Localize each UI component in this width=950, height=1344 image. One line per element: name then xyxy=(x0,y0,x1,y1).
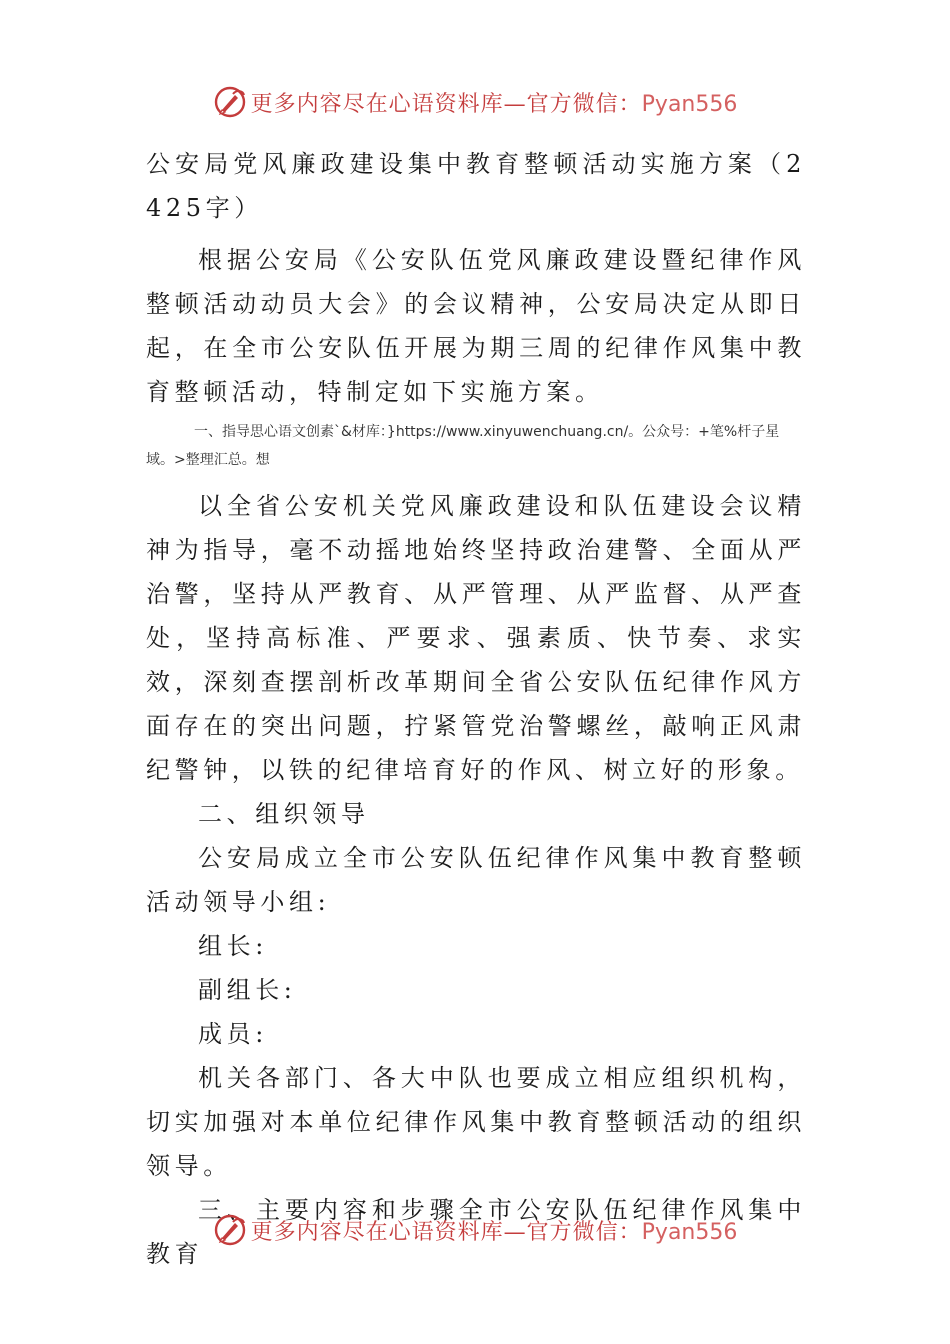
section2-heading: 二、组织领导 xyxy=(198,800,370,828)
document-body xyxy=(146,142,806,1276)
watermark-text: 更多内容尽在心语资料库—官方微信：Pyan556 xyxy=(250,1219,738,1245)
section2-paragraph: 公安局成立全市公安队伍纪律作风集中教育整顿活动领导小组: xyxy=(146,844,806,916)
deputy-leader-line: 副组长: xyxy=(198,976,297,1004)
wechat-id: Pyan556 xyxy=(641,91,738,117)
watermark-banner-bottom xyxy=(0,1210,950,1250)
watermark-banner-top xyxy=(0,82,950,122)
wechat-id: Pyan556 xyxy=(641,1219,738,1245)
section3-heading: 三、主要内容和步骤全市公安队伍纪律作风集中教育 xyxy=(146,1196,806,1268)
section1-paragraph: 以全省公安机关党风廉政建设和队伍建设会议精神为指导，毫不动摇地始终坚持政治建警、全面从严治警，坚持从严教育、从严管理、从严监督、从严查处，坚持高标准、严要求、强素质、快节奏、求实效，深刻查摆剖析改革期间全省公安队伍纪律作风方面存在的突出问题，拧紧管党治警螺丝，敲响正风肃纪警钟，以铁的纪律培育好的作风、树立好的形象。 xyxy=(146,492,806,784)
document-title: 公安局党风廉政建设集中教育整顿活动实施方案（2425字） xyxy=(146,150,806,222)
pen-logo-icon xyxy=(213,1213,247,1247)
pen-logo-icon xyxy=(213,85,247,119)
leader-line: 组长: xyxy=(198,932,268,960)
watermark-text: 更多内容尽在心语资料库—官方微信：Pyan556 xyxy=(250,91,738,117)
members-line: 成员: xyxy=(198,1020,268,1048)
section2-note-paragraph: 机关各部门、各大中队也要成立相应组织机构，切实加强对本单位纪律作风集中教育整顿活动的组织领导。 xyxy=(146,1064,806,1180)
intro-paragraph: 根据公安局《公安队伍党风廉政建设暨纪律作风整顿活动动员大会》的会议精神，公安局决定从即日起，在全市公安队伍开展为期三周的纪律作风集中教育整顿活动，特制定如下实施方案。 xyxy=(146,246,806,406)
section1-heading: 一、指导思心语文创素`&材库：}https://www.xinyuwenchuang.cn/。公众号：+笔%杆子星域。>整理汇总。想 xyxy=(146,424,780,468)
